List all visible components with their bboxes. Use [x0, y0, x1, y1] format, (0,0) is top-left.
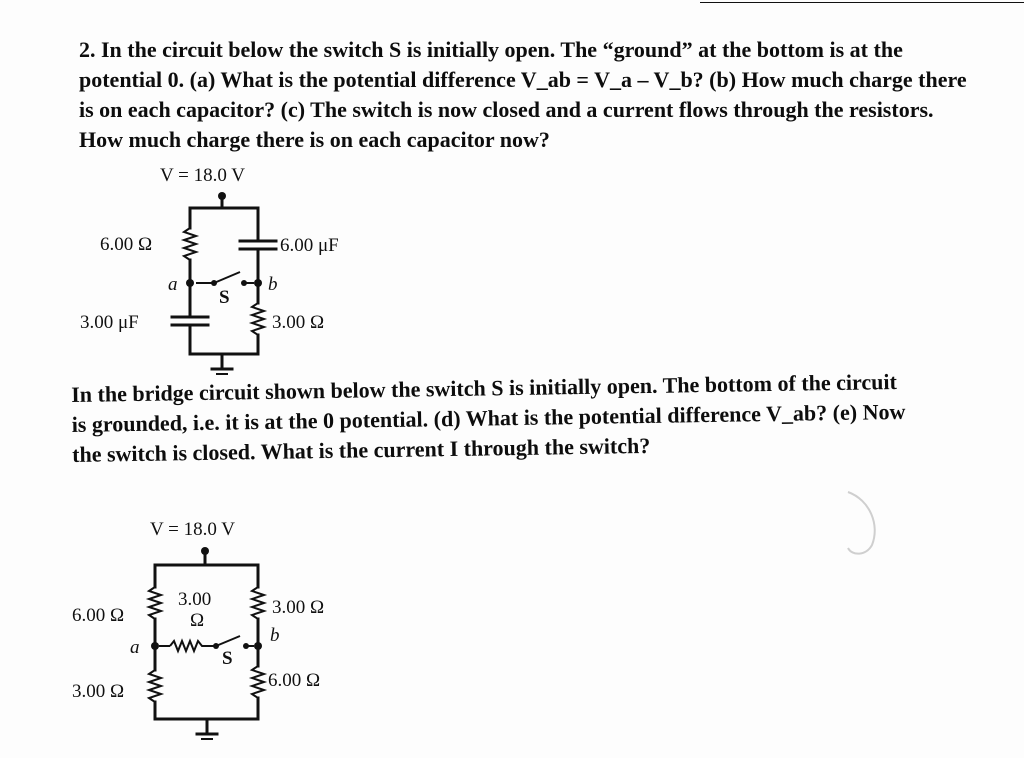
c1-node-b-label: b	[268, 274, 278, 295]
c2-r-top-left-label: 6.00 Ω	[72, 605, 125, 626]
c2-switch-label: S	[222, 648, 233, 669]
problem-line-1: 2. In the circuit below the switch S is initially open. The “ground” at the bottom is at the	[79, 37, 903, 62]
c2-node-b-label: b	[270, 625, 280, 646]
c2-r-middle-value: 3.00	[178, 589, 212, 610]
c1-r-top-left-label: 6.00 Ω	[100, 234, 153, 255]
c1-c-top-right-label: 6.00 μF	[280, 235, 339, 256]
bridge-line-1: In the bridge circuit shown below the switch S is initially open. The bottom of the circuit	[71, 369, 897, 407]
c1-switch-label: S	[219, 287, 230, 308]
c2-r-bottom-right-label: 6.00 Ω	[268, 670, 321, 691]
problem-line-4: How much charge there is on each capacitor now?	[79, 127, 550, 152]
c1-node-a-label: a	[168, 274, 178, 295]
bridge-line-2: is grounded, i.e. it is at the 0 potential. (d) What is the potential difference V_ab? (e) Now	[71, 398, 906, 437]
problem-line-2: potential 0. (a) What is the potential difference V_ab = V_a – V_b? (b) How much charge there	[79, 67, 967, 92]
c2-r-bottom-left-label: 3.00 Ω	[72, 681, 125, 702]
bridge-line-3: the switch is closed. What is the current I through the switch?	[71, 432, 651, 467]
c1-r-bottom-right-label: 3.00 Ω	[272, 312, 325, 333]
c2-r-top-right-label: 3.00 Ω	[272, 597, 325, 618]
c1-voltage-label: V = 18.0 V	[160, 165, 245, 186]
c2-r-middle-unit: Ω	[190, 610, 205, 631]
c2-voltage-label: V = 18.0 V	[150, 519, 235, 540]
problem-line-3: is on each capacitor? (c) The switch is now closed and a current flows through the resistors.	[79, 97, 934, 122]
c1-c-bottom-left-label: 3.00 μF	[80, 312, 139, 333]
c2-node-a-label: a	[130, 637, 140, 658]
